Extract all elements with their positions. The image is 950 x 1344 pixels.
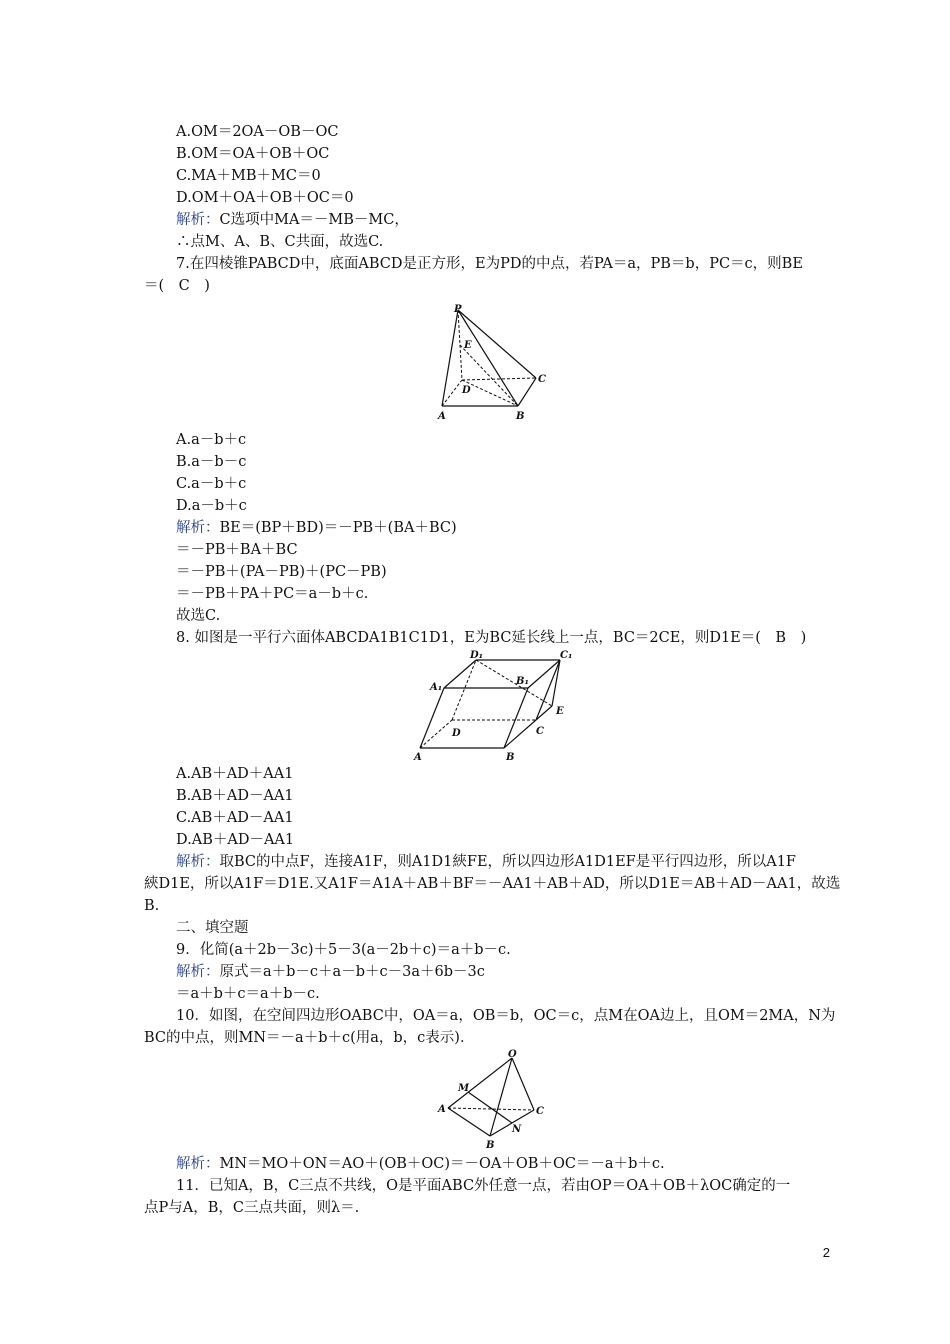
q7-option-a: A.a－b＋c [176, 432, 247, 448]
q7-analysis-text-1: BE＝(BP＋BD)＝－PB＋(BA＋BC) [219, 520, 457, 536]
q7-analysis-line-4: ＝－PB＋PA＋PC＝a－b＋c. [176, 586, 369, 602]
q7-stem-line-1: 7.在四棱锥PABCD中，底面ABCD是正方形，E为PD的中点，若PA＝a，PB＝b，PC＝c，则BE [176, 256, 803, 272]
label-d: D [452, 728, 461, 739]
label-o: O [508, 1049, 517, 1060]
q7-analysis-line-2: ＝－PB＋BA＋BC [176, 542, 298, 558]
label-b: B [516, 411, 525, 422]
label-b: B [506, 752, 515, 762]
q10-stem-line-1: 10．如图，在空间四边形OABC中，OA＝a，OB＝b，OC＝c，点M在OA边上，且OM＝2MA，N为 [176, 1008, 836, 1024]
q8-option-a: A.AB＋AD＋AA1 [176, 766, 294, 782]
analysis-label: 解析： [176, 520, 220, 536]
label-c1: C₁ [560, 650, 573, 661]
analysis-label: 解析： [176, 854, 220, 870]
label-a: A [438, 411, 446, 422]
label-c: C [538, 374, 546, 385]
q6-option-a: A.OM＝2OA－OB－OC [176, 124, 339, 140]
label-m: M [458, 1083, 470, 1094]
q6-option-c: C.MA＋MB＋MC＝0 [176, 168, 321, 184]
label-d1: D₁ [470, 650, 484, 661]
label-a: A [438, 1104, 446, 1115]
q8-option-c: C.AB＋AD－AA1 [176, 810, 294, 826]
q8-analysis-line-2: 綊D1E，所以A1F＝D1E.又A1F＝A1A＋AB＋BF＝－AA1＋AB＋AD，所以D1E＝AB＋AD－AA1，故选 [144, 876, 841, 892]
q9-analysis-text-1: 原式＝a＋b－c＋a－b＋c－3a＋6b－3c [219, 964, 485, 980]
q9-analysis-line-1 [176, 962, 485, 982]
q7-analysis-line-5: 故选C. [176, 608, 221, 624]
q9-stem: 9．化简(a＋2b－3c)＋5－3(a－2b＋c)＝a＋b－c. [176, 942, 511, 958]
q10-analysis-text-1: MN＝MO＋ON＝AO＋(OB＋OC)＝－OA＋OB＋OC＝－a＋b＋c. [219, 1156, 665, 1172]
q6-analysis-text-1: C选项中MA＝－MB－MC， [219, 212, 409, 228]
q10-tetrahedron-figure [436, 1046, 556, 1152]
label-a1: A₁ [430, 682, 443, 693]
label-e: E [464, 340, 472, 351]
q7-analysis-line-3: ＝－PB＋(PA－PB)＋(PC－PB) [176, 564, 387, 580]
q8-analysis-line-3: B. [144, 898, 160, 914]
label-n: N [512, 1124, 522, 1135]
q11-stem-line-2: 点P与A，B，C三点共面，则λ＝. [144, 1200, 360, 1216]
label-c: C [536, 726, 544, 737]
label-e: E [556, 706, 564, 717]
q8-option-d: D.AB＋AD－AA1 [176, 832, 295, 848]
q7-pyramid-figure [432, 302, 562, 424]
label-a: A [414, 752, 422, 762]
q6-analysis-line-1 [176, 210, 409, 230]
label-c: C [536, 1106, 544, 1117]
label-b: B [486, 1140, 495, 1151]
q8-analysis-text-1: 取BC的中点F，连接A1F，则A1D1綊FE，所以四边形A1D1EF是平行四边形，所以A1F [219, 854, 796, 870]
q6-option-d: D.OM＋OA＋OB＋OC＝0 [176, 190, 354, 206]
q8-parallelepiped-figure [410, 648, 580, 762]
q8-analysis-line-1 [176, 852, 796, 872]
q8-stem: 8. 如图是一平行六面体ABCDA1B1C1D1，E为BC延长线上一点，BC＝2CE，则D1E＝( B ) [176, 630, 807, 646]
q7-option-b: B.a－b－c [176, 454, 247, 470]
q7-option-c: C.a－b＋c [176, 476, 247, 492]
analysis-label: 解析： [176, 212, 220, 228]
label-b1: B₁ [516, 676, 529, 687]
analysis-label: 解析： [176, 1156, 220, 1172]
q11-stem-line-1: 11．已知A，B，C三点不共线，O是平面ABC外任意一点，若由OP＝OA＋OB＋λOC确定的一 [176, 1178, 791, 1194]
q7-option-d: D.a－b＋c [176, 498, 247, 514]
q7-analysis-line-1 [176, 518, 457, 538]
label-p: P [454, 304, 462, 315]
label-d: D [462, 385, 471, 396]
q10-stem-line-2: BC的中点，则MN＝－a＋b＋c(用a，b，c表示)． [144, 1030, 475, 1046]
q7-stem-line-2: ＝( C ) [144, 278, 210, 294]
q6-analysis-line-2: ∴点M、A、B、C共面，故选C. [176, 234, 384, 250]
q8-option-b: B.AB＋AD－AA1 [176, 788, 294, 804]
section-heading-fill-in: 二、填空题 [176, 920, 249, 936]
q6-option-b: B.OM＝OA＋OB＋OC [176, 146, 330, 162]
q9-analysis-line-2: ＝a＋b＋c＝a＋b－c. [176, 986, 320, 1002]
analysis-label: 解析： [176, 964, 220, 980]
page-number: 2 [822, 1245, 830, 1260]
q10-analysis-line-1 [176, 1154, 665, 1174]
